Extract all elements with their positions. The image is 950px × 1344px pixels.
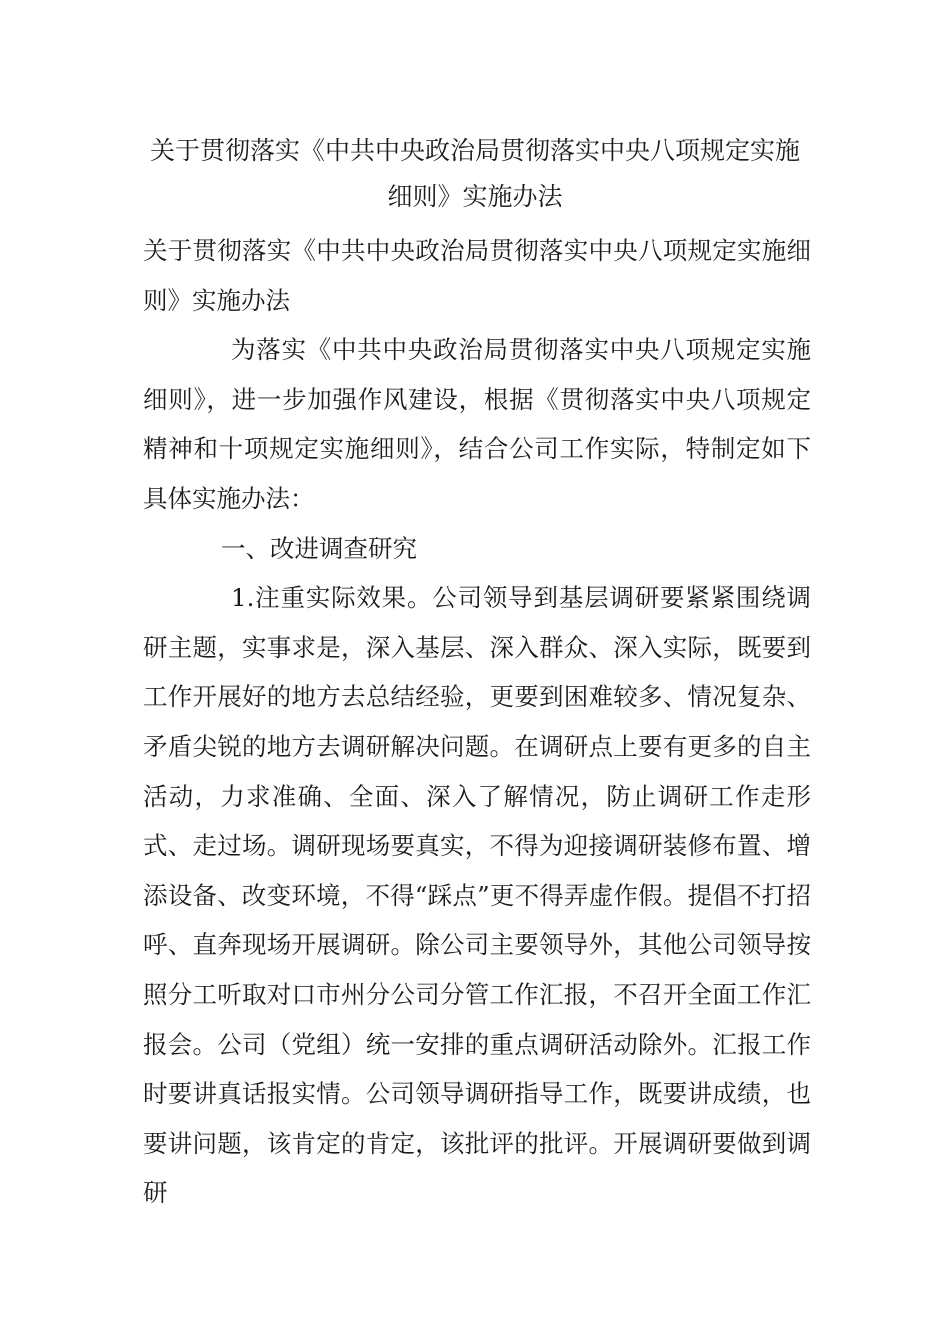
document-title: 关于贯彻落实《中共中央政治局贯彻落实中央八项规定实施细则》实施办法 — [149, 136, 800, 211]
body-paragraph: 1.注重实际效果。公司领导到基层调研要紧紧围绕调研主题，实事求是，深入基层、深入群众、深入实际，既要到工作开展好的地方去总结经验，更要到困难较多、情况复杂、矛盾尖锐的地方去调研解决问题。在调研点上要有更多的自主活动，力求准确、全面、深入了解情况，防止调研工作走形式、走过场。调研现场要真实，不得为迎接调研装修布置、增添设备、改变环境，不得“踩点”更不得弄虚作假。提倡不打招呼、直奔现场开展调研。除公司主要领导外，其他公司领导按照分工听取对口市州分公司分管工作汇报，不召开全面工作汇报会。公司（党组）统一安排的重点调研活动除外。汇报工作时要讲真话报实情。公司领导调研指导工作，既要讲成绩，也要讲问题，该肯定的肯定，该批评的批评。开展调研要做到调研 — [143, 583, 811, 1208]
document-body — [143, 226, 811, 1218]
subtitle-paragraph: 关于贯彻落实《中共中央政治局贯彻落实中央八项规定实施细则》实施办法 — [143, 236, 811, 315]
section-heading: 一、改进调查研究 — [221, 533, 417, 563]
intro-paragraph: 为落实《中共中央政治局贯彻落实中央八项规定实施细则》，进一步加强作风建设，根据《贯彻落实中央八项规定精神和十项规定实施细则》，结合公司工作实际，特制定如下具体实施办法： — [143, 335, 811, 513]
